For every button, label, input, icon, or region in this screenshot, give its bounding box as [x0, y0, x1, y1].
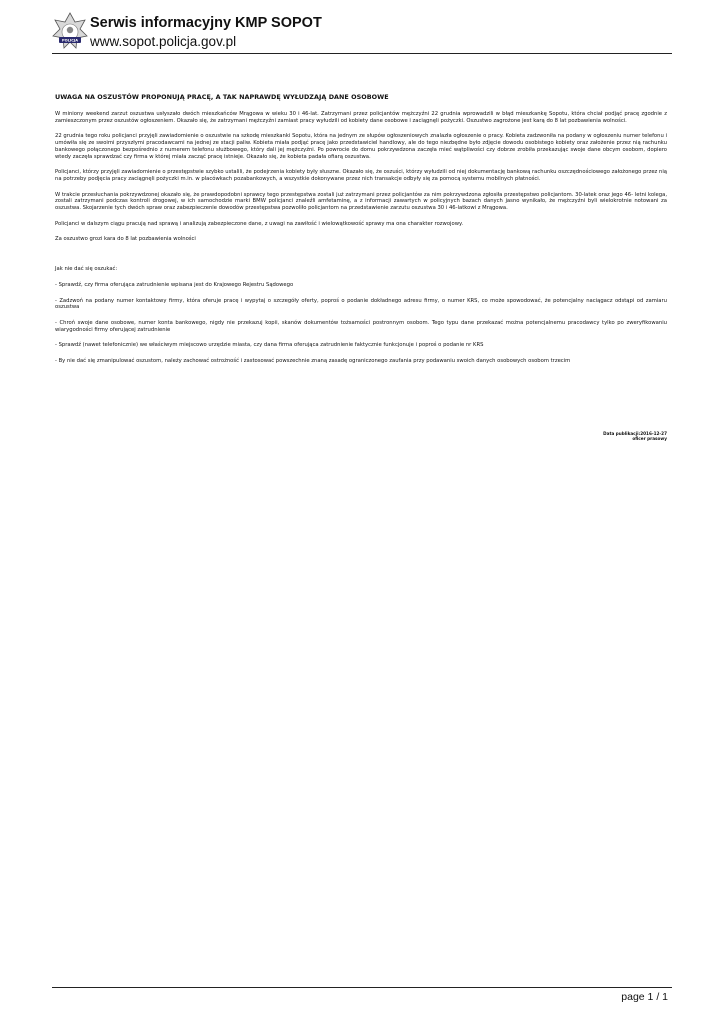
tip-item: - Sprawdź (nawet telefonicznie) we właściwym miejscowo urzędzie miasta, czy dana firma oferująca zatrudnienie faktycznie funkcjonuje i poproś o podanie nr KRS: [55, 342, 484, 349]
tip-item: - Sprawdź, czy firma oferująca zatrudnienie wpisana jest do Krajowego Rejestru Sądowego: [55, 281, 294, 288]
tip-item: - Chroń swoje dane osobowe, numer konta bankowego, nigdy nie przekazuj kopii, skanów dokumentów tożsamości postronnym osobom. Tego typu dane przekazać można potencjalnemu pracodawcy tylko po zweryfikowaniu wiarygodności firmy oferującej zatrudnienie: [55, 319, 667, 333]
publication-author: oficer prasowy: [632, 436, 667, 442]
tips-intro: Jak nie dać się oszukać:: [55, 266, 118, 273]
header-divider: [52, 53, 672, 54]
publication-date: Data publikacji:2016-12-27: [603, 431, 667, 436]
logo-text: POLICJA: [61, 38, 79, 43]
article-paragraph: W trakcie przesłuchania pokrzywdzonej okazało się, że prawdopodobni sprawcy tego przestępstwa zostali już zatrzymani przez policjantów za nim pokrzywdzona zgłosiła przestępstwo policjantom. 30-latek oraz jego 46- letni kolega, zostali zatrzymani podczas kontroli drogowej, w ich samochodzie marki BMW policjanci znaleźli amfetaminę, a z informacji zawartych w policyjnych bazach danych jasno wynikało, że mężczyźni byli wielokrotnie notowani za oszustwa. Skojarzenie tych dwóch spraw oraz zabezpieczenie dowodów przestępstwa pozwoliło policjantom na przedstawienie zarzutu oszustwa 30 i 46-latkowi z Mrągowa.: [55, 191, 667, 212]
article-paragraph: Policjanci, którzy przyjęli zawiadomienie o przestępstwie szybko ustalili, że podejrzenia kobiety były słuszne. Okazało się, że oszuści, którzy wyłudzili od niej dokumentację bankową rachunku oszczędnościowego założonego przez nią na potrzeby podjęcia pracy zaciągnęli pożyczki m.in. w placówkach pozabankowych, a wszystkie dokonywane przez nich transakcje odbyły się za pomocą systemu mobilnych płatności.: [55, 169, 667, 182]
publication-info: [603, 431, 667, 441]
site-title: Serwis informacyjny KMP SOPOT: [90, 15, 322, 31]
article-paragraph: 22 grudnia tego roku policjanci przyjęli zawiadomienie o oszustwie na szkodę mieszkanki Sopotu, która na jednym ze słupów ogłoszeniowych znalazła ogłoszenie o pracy. Kobieta zadzwoniła na podany w ogłoszeniu numer telefonu i umówiła się ze swoimi przyszłymi pracodawcami na jednej ze stacji paliw. Kobieta miała podjąć pracę jako przedstawiciel handlowy, ale do tego niezbędne było zdjęcie dowodu osobistego kobiety oraz założenie przez nią rachunku bankowego połączonego bezpośrednio z numerem telefonu służbowego, który dali jej mężczyźni. Po powrocie do domu pokrzywdzona zaczęła mieć wątpliwości czy dobrze zrobiła przekazując swoje dane obcym osobom, dopiero wtedy zaczęła sprawdzać czy firma w której miała zacząć pracę istnieje. Okazało się, że kobieta padała ofiarą oszustwa.: [55, 133, 667, 160]
article-body: [55, 93, 667, 374]
article-paragraph: Policjanci w dalszym ciągu pracują nad sprawą i analizują zabezpieczone dane, z uwagi na zawiłość i wielowątkowość sprawy ma ona charakter rozwojowy.: [55, 220, 464, 227]
spacer: [55, 252, 667, 266]
article-title: UWAGA NA OSZUSTÓW PROPONUJĄ PRACĘ, A TAK NAPRAWDĘ WYŁUDZAJĄ DANE OSOBOWE: [55, 93, 389, 101]
site-url[interactable]: www.sopot.policja.gov.pl: [90, 34, 237, 49]
police-star-logo-icon: [52, 12, 88, 52]
footer-divider: [52, 987, 672, 988]
page-number: page 1 / 1: [621, 991, 668, 1003]
article-paragraph: Za oszustwo grozi kara do 8 lat pozbawienia wolności: [55, 236, 196, 243]
article-paragraph: W miniony weekend zarzut oszustwa usłyszało dwóch mieszkańców Mrągowa w wieku 30 i 46-lat. Zatrzymani przez policjantów mężczyźni 22 grudnia wprowadzili w błąd mieszkankę Sopotu, która chciał podjąć pracę zgodnie z zamieszczonym przez oszustów ogłoszeniem. Okazało się, że zatrzymani mężczyźni zamiast pracy wyłudzili od kobiety dane osobowe i zaciągnęli pożyczki. Oszustwo zagrożone jest karą do 8 lat pozbawienia wolności.: [55, 111, 667, 124]
tip-item: - Zadzwoń na podany numer kontaktowy firmy, która oferuje pracę i wypytaj o szczegóły oferty, poproś o podanie dokładnego adresu firmy, o numer KRS, co może spowodować, że potencjalny naciągacz odstąpi od zamiaru oszustwa: [55, 297, 667, 311]
tip-item: - By nie dać się zmanipulować oszustom, należy zachować ostrożność i zastosować powszechnie znaną zasadę ograniczonego zaufania przy podawaniu swoich danych osobowych osobom trzecim: [55, 358, 571, 365]
page-header: [52, 12, 672, 56]
